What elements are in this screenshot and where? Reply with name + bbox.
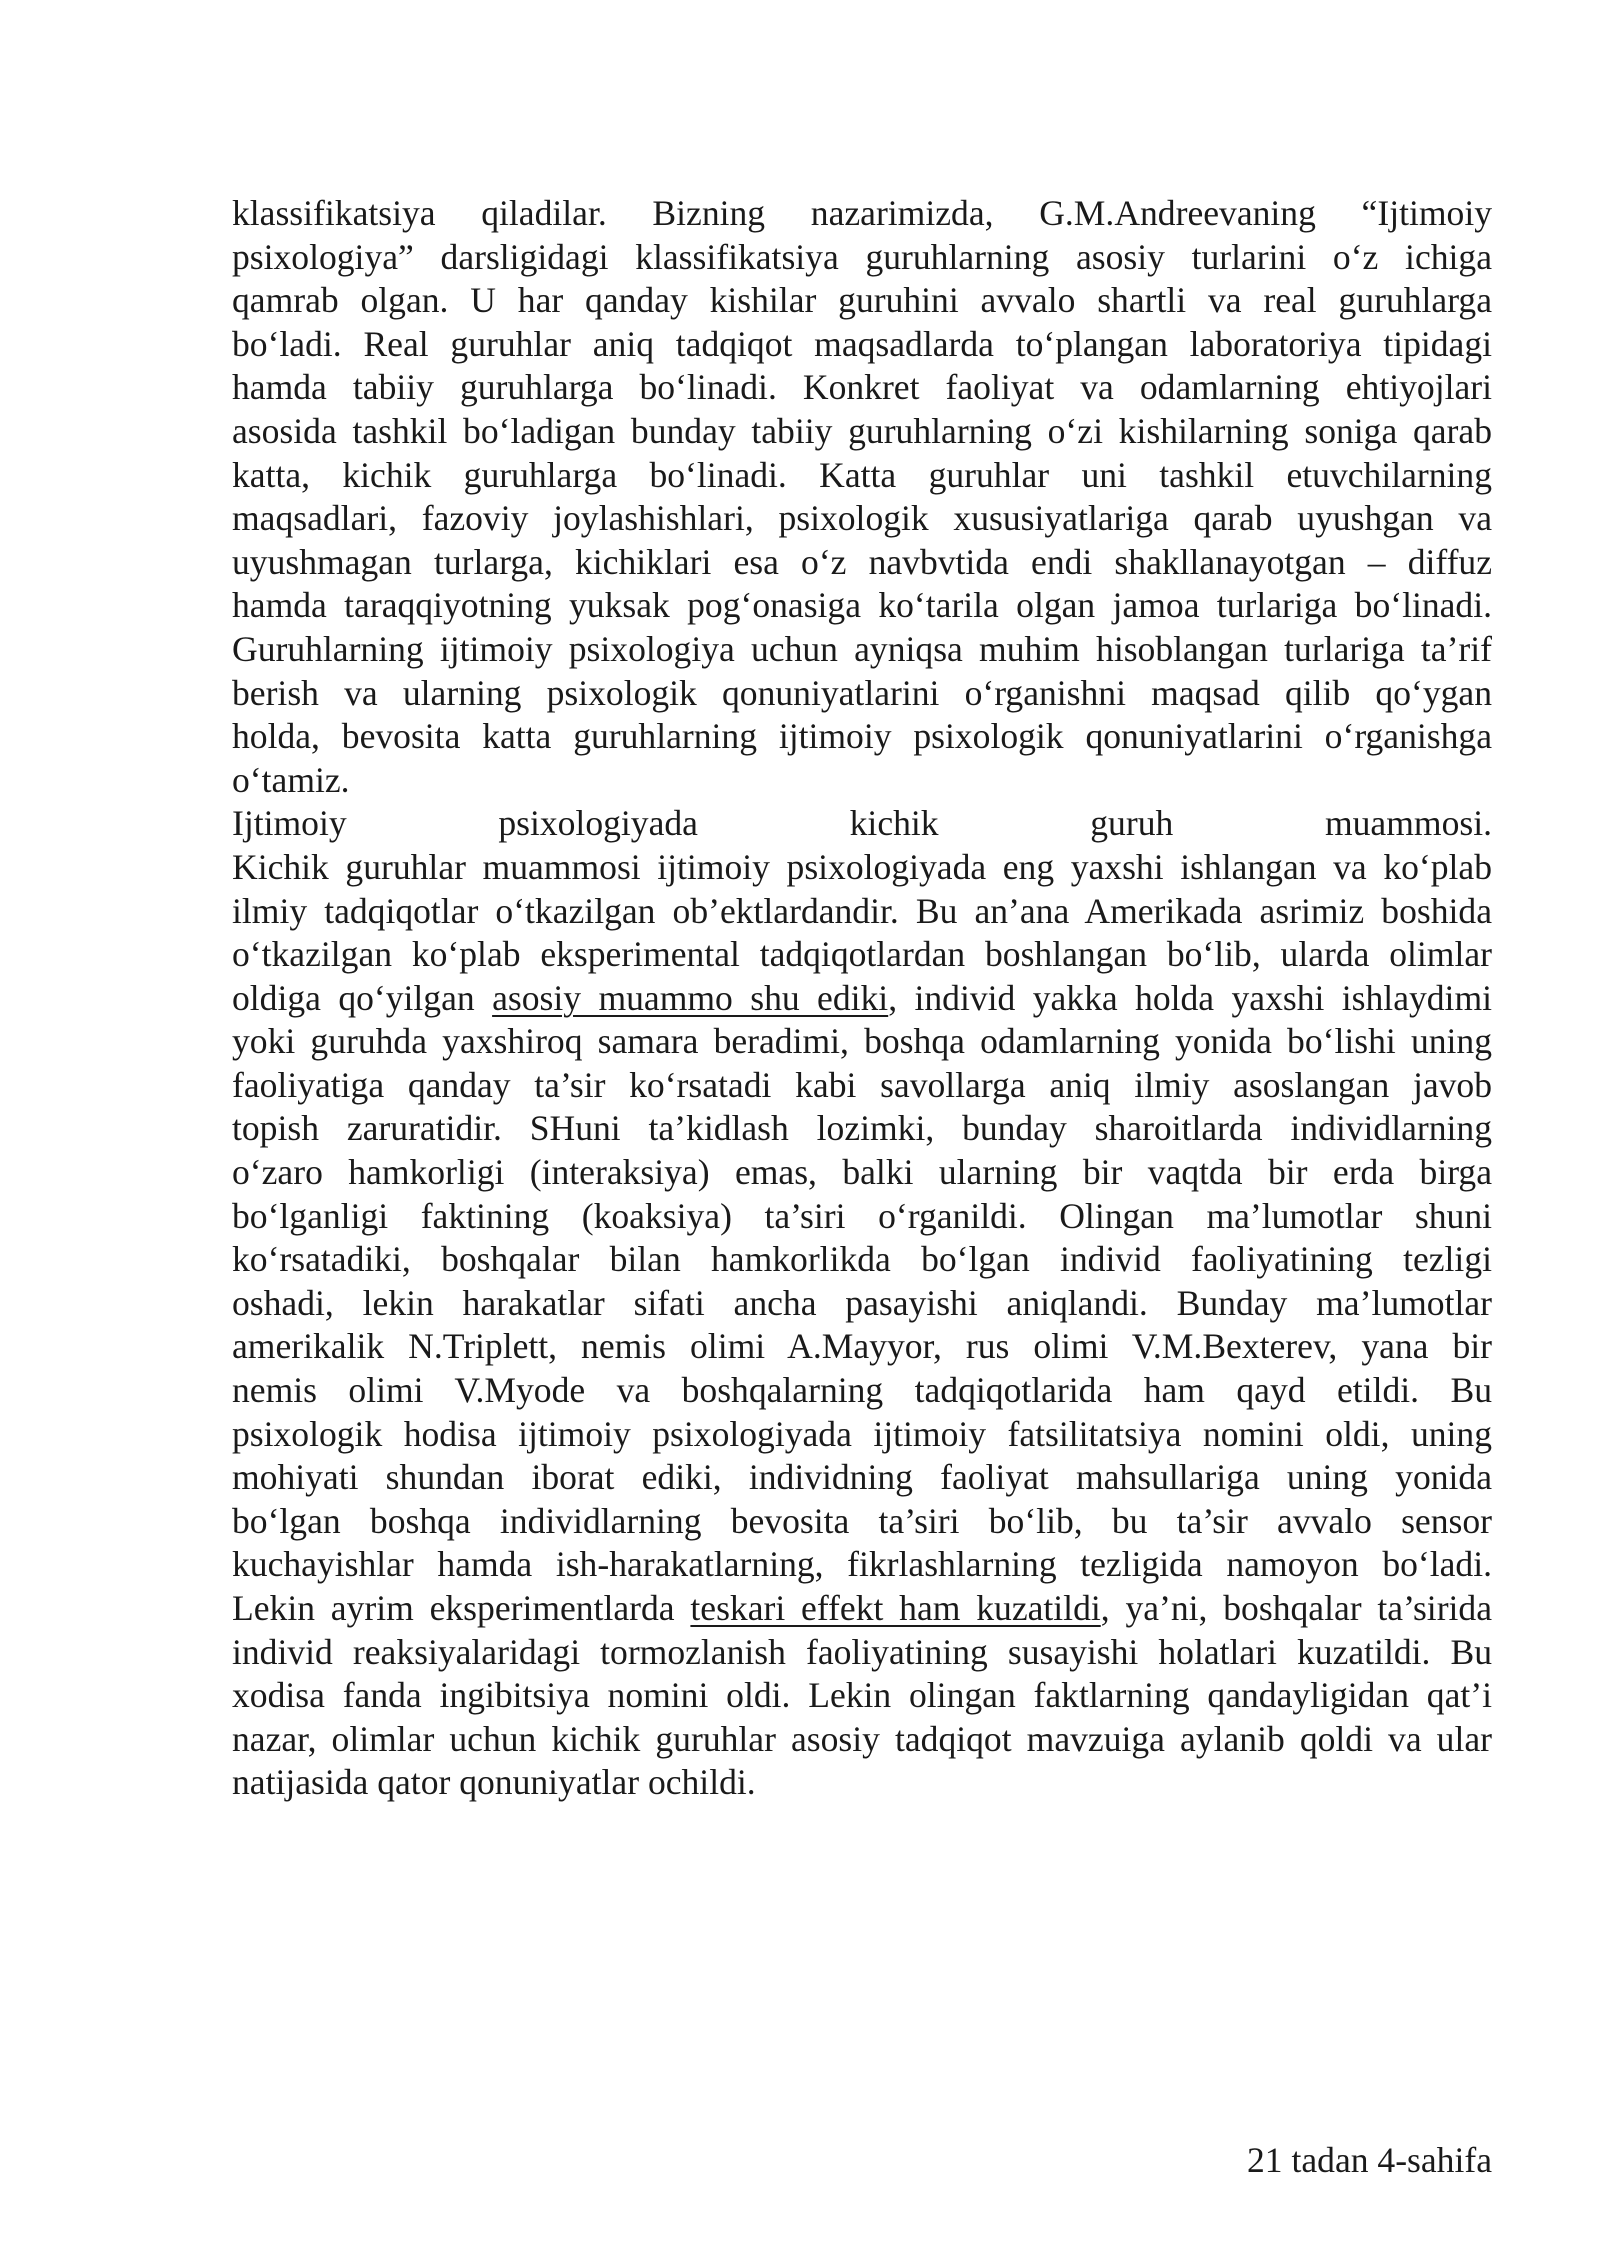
text-run: Lekin ayrim eksperimentlarda <box>232 1588 691 1628</box>
text-line: hamda tabiiy guruhlarga bo‘linadi. Konkret faoliyat va odamlarning ehtiyojlari <box>232 367 1492 408</box>
text-line: bo‘lgan boshqa individlarning bevosita ta’siri bo‘lib, bu ta’sir avvalo sensor <box>232 1500 1492 1541</box>
text-line: nazar, olimlar uchun kichik guruhlar asosiy tadqiqot mavzuiga aylanib qoldi va ular <box>232 1718 1492 1759</box>
page-number: 21 tadan 4-sahifa <box>1247 2140 1492 2180</box>
text-line: hamda taraqqiyotning yuksak pog‘onasiga ko‘tarila olgan jamoa turlariga bo‘linadi. <box>232 585 1492 626</box>
text-line: xodisa fanda ingibitsiya nomini oldi. Lekin olingan faktlarning qandayligidan qat’i <box>232 1675 1492 1716</box>
underlined-phrase: asosiy muammo shu ediki <box>492 977 889 1018</box>
text-line: uyushmagan turlarga, kichiklari esa o‘z navbvtida endi shakllanayotgan – diffuz <box>232 541 1492 582</box>
text-line: yoki guruhda yaxshiroq samara beradimi, boshqa odamlarning yonida bo‘lishi uning <box>232 1021 1492 1062</box>
text-line: Guruhlarning ijtimoiy psixologiya uchun ayniqsa muhim hisoblangan turlariga ta’rif <box>232 628 1492 669</box>
body-text <box>232 192 1492 1805</box>
text-line: ilmiy tadqiqotlar o‘tkazilgan ob’ektlardandir. Bu an’ana Amerikada asrimiz boshida <box>232 890 1492 931</box>
text-line: amerikalik N.Triplett, nemis olimi A.Mayyor, rus olimi V.M.Bexterev, yana bir <box>232 1326 1492 1367</box>
text-line <box>232 1587 1492 1631</box>
text-line: katta, kichik guruhlarga bo‘linadi. Katta guruhlar uni tashkil etuvchilarning <box>232 454 1492 495</box>
text-line: natijasida qator qonuniyatlar ochildi. <box>232 1762 756 1803</box>
text-line: holda, bevosita katta guruhlarning ijtimoiy psixologik qonuniyatlarini o‘rganishga <box>232 716 1492 757</box>
text-run: , ya’ni, boshqalar ta’sirida <box>1100 1588 1493 1628</box>
text-line: maqsadlari, fazoviy joylashishlari, psixologik xususiyatlariga qarab uyushgan va <box>232 498 1492 539</box>
underlined-phrase: teskari effekt ham kuzatildi <box>690 1588 1101 1628</box>
text-line <box>232 977 1492 1021</box>
text-line: bo‘lganligi faktining (koaksiya) ta’siri o‘rganildi. Olingan ma’lumotlar shuni <box>232 1195 1492 1236</box>
text-run: , individ yakka holda yaxshi ishlaydimi <box>888 977 1493 1018</box>
text-line: nemis olimi V.Myode va boshqalarning tadqiqotlarida ham qayd etildi. Bu <box>232 1370 1492 1411</box>
text-line: berish va ularning psixologik qonuniyatlarini o‘rganishni maqsad qilib qo‘ygan <box>232 672 1492 713</box>
text-line: oshadi, lekin harakatlar sifati ancha pasayishi aniqlandi. Bunday ma’lumotlar <box>232 1282 1492 1323</box>
text-line: o‘zaro hamkorligi (interaksiya) emas, balki ularning bir vaqtda bir erda birga <box>232 1152 1492 1193</box>
text-line: bo‘ladi. Real guruhlar aniq tadqiqot maqsadlarda to‘plangan laboratoriya tipidagi <box>232 323 1492 364</box>
text-line: mohiyati shundan iborat ediki, individning faoliyat mahsullariga uning yonida <box>232 1457 1492 1498</box>
text-line: faoliyatiga qanday ta’sir ko‘rsatadi kabi savollarga aniq ilmiy asoslangan javob <box>232 1064 1492 1105</box>
text-run: oldiga qo‘yilgan <box>232 977 493 1018</box>
text-line: asosida tashkil bo‘ladigan bunday tabiiy guruhlarning o‘zi kishilarning soniga qarab <box>232 410 1492 451</box>
text-line: individ reaksiyalaridagi tormozlanish faoliyatining susayishi holatlari kuzatildi. Bu <box>232 1631 1492 1672</box>
text-line: o‘tkazilgan ko‘plab eksperimental tadqiqotlardan boshlangan bo‘lib, ularda olimlar <box>232 934 1492 975</box>
text-line: psixologiya” darsligidagi klassifikatsiya guruhlarning asosiy turlarini o‘z ichiga <box>232 236 1492 277</box>
text-line: topish zaruratidir. SHuni ta’kidlash lozimki, bunday sharoitlarda individlarning <box>232 1108 1492 1149</box>
text-line: Kichik guruhlar muammosi ijtimoiy psixologiyada eng yaxshi ishlangan va ko‘plab <box>232 846 1492 887</box>
text-line: Ijtimoiy psixologiyada kichik guruh muammosi. <box>232 803 1492 844</box>
text-line: ko‘rsatadiki, boshqalar bilan hamkorlikda bo‘lgan individ faoliyatining tezligi <box>232 1239 1492 1280</box>
document-body <box>232 192 1492 1805</box>
text-line: o‘tamiz. <box>232 759 350 800</box>
text-line: klassifikatsiya qiladilar. Bizning nazarimizda, G.M.Andreevaning “Ijtimoiy <box>232 193 1492 233</box>
text-line: psixologik hodisa ijtimoiy psixologiyada ijtimoiy fatsilitatsiya nomini oldi, uning <box>232 1413 1492 1454</box>
text-line: qamrab olgan. U har qanday kishilar guruhini avvalo shartli va real guruhlarga <box>232 280 1492 321</box>
text-line: kuchayishlar hamda ish-harakatlarning, fikrlashlarning tezligida namoyon bo‘ladi. <box>232 1544 1492 1585</box>
